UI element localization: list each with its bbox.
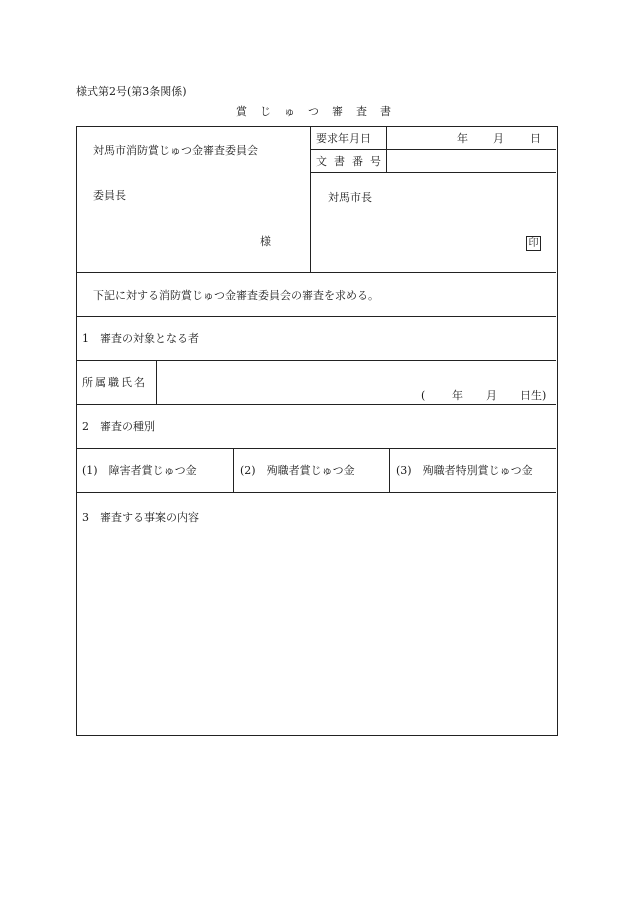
rule-section1-bottom: [76, 360, 556, 361]
request-statement: 下記に対する消防賞じゅつ金審査委員会の審査を求める。: [93, 289, 379, 302]
committee-name: 対馬市消防賞じゅつ金審査委員会: [93, 144, 258, 157]
chair-title: 委員長: [93, 189, 126, 202]
rule-section2-bottom: [76, 448, 556, 449]
option-disability: (1) 障害者賞じゅつ金: [82, 464, 197, 477]
option-special-line-of-duty-death: (3) 殉職者特別賞じゅつ金: [396, 464, 533, 477]
rule-statement-bottom: [76, 316, 556, 317]
request-date-label: 要求年月日: [316, 132, 371, 145]
rule-option-divider-2: [389, 448, 390, 492]
section3-heading: 3 審査する事案の内容: [82, 511, 199, 524]
doc-number-label: 文書番号: [316, 155, 388, 168]
seal-mark: 印: [526, 236, 541, 251]
birth-open: (: [421, 389, 426, 402]
section1-heading: 1 審査の対象となる者: [82, 332, 199, 345]
name-label: 所属職氏名: [82, 376, 147, 389]
document-title: 賞じゅつ審査書: [236, 105, 404, 118]
honorific: 様: [260, 235, 271, 248]
rule-name-bottom: [76, 404, 556, 405]
request-date-year: 年: [457, 132, 468, 145]
birth-year: 年: [452, 389, 463, 402]
form-number: 様式第2号(第3条関係): [76, 85, 187, 98]
rule-option-divider-1: [233, 448, 234, 492]
option-line-of-duty-death: (2) 殉職者賞じゅつ金: [240, 464, 355, 477]
sender-name: 対馬市長: [328, 191, 372, 204]
rule-options-bottom: [76, 492, 556, 493]
birth-day: 日生): [520, 389, 547, 402]
request-date-day: 日: [530, 132, 541, 145]
rule-address-divider: [310, 126, 311, 272]
rule-date-bottom: [310, 149, 556, 150]
rule-address-bottom: [76, 272, 556, 273]
birth-month: 月: [486, 389, 497, 402]
section2-heading: 2 審査の種別: [82, 420, 155, 433]
rule-name-divider: [156, 360, 157, 404]
request-date-month: 月: [493, 132, 504, 145]
rule-docnum-bottom: [310, 172, 556, 173]
